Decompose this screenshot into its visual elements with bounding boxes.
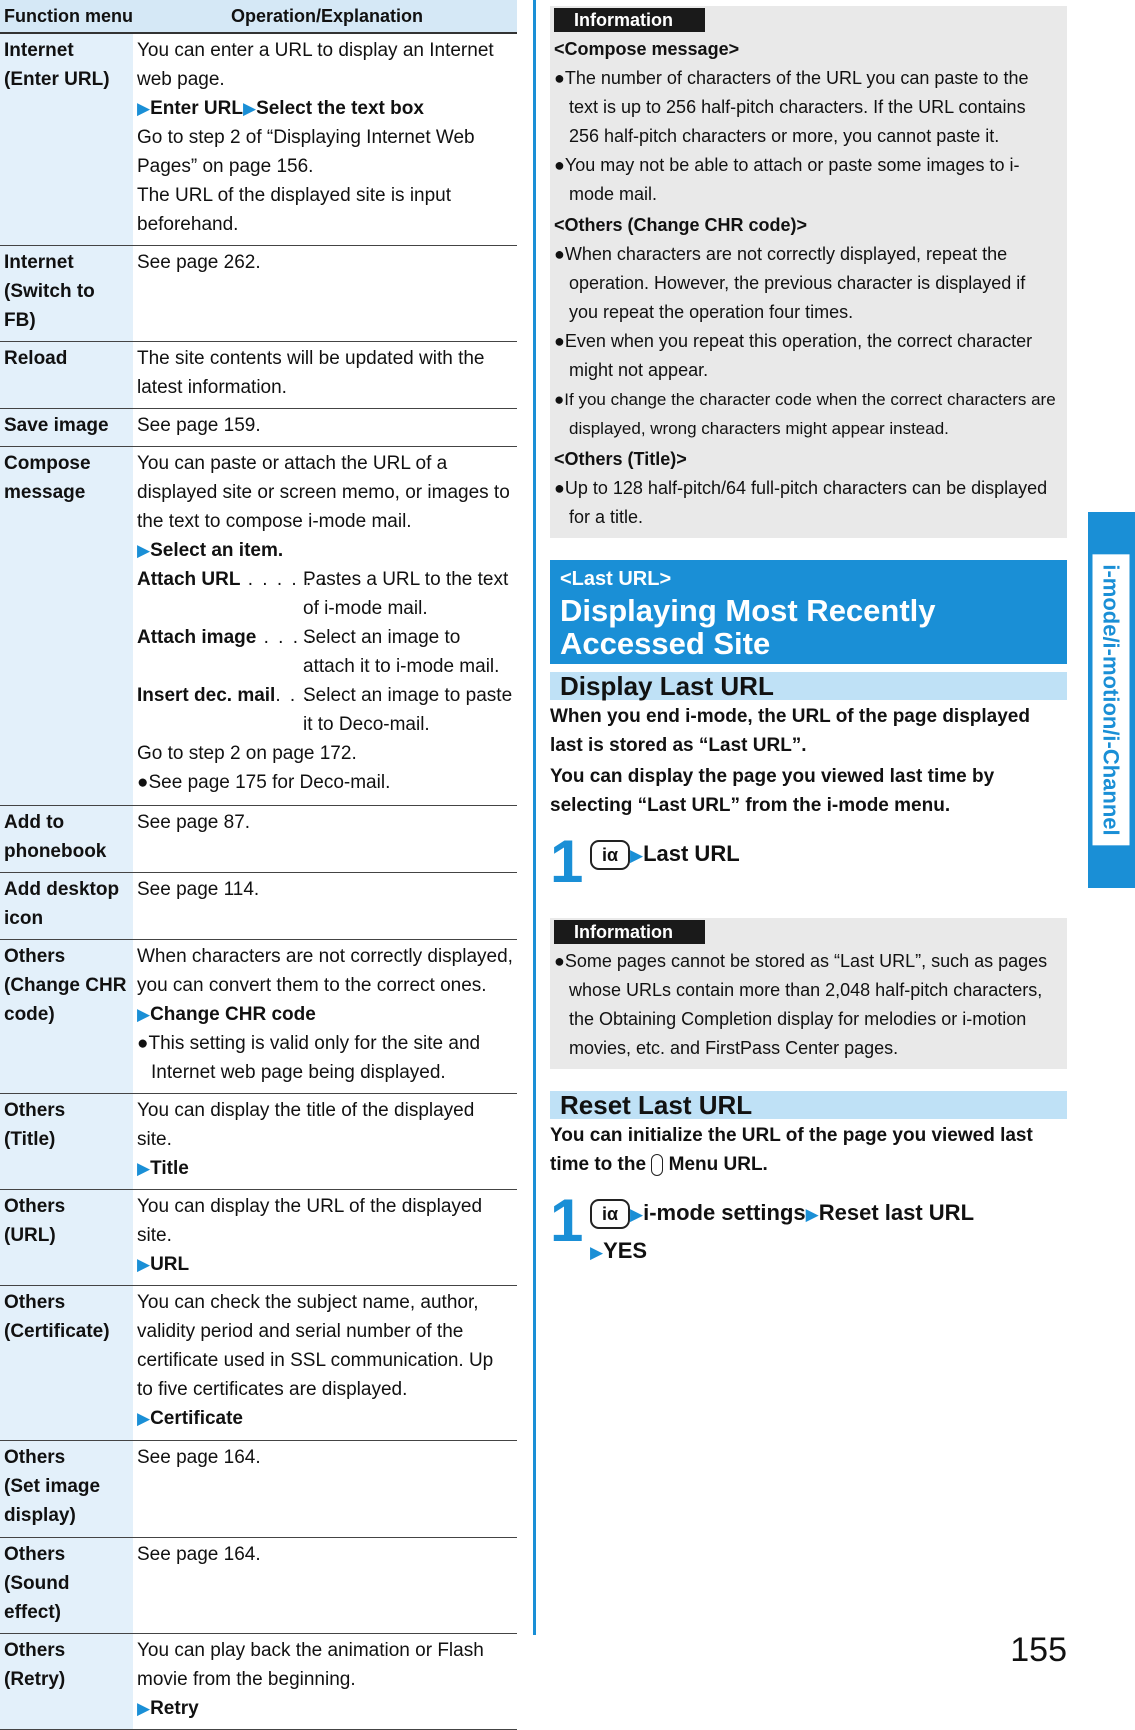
option-term [137,623,315,681]
explanation-text: The site contents will be updated with the latest information. [137,348,485,398]
function-name [0,1094,133,1190]
bullet-content: Even when you repeat this operation, the correct character might not appear. [564,331,1033,380]
right-column [550,0,1067,1271]
function-name-line: Others [4,946,66,967]
bullet-icon: ● [554,390,565,409]
information-tag: Information [554,920,705,944]
bullet-content: This setting is valid only for the site and Internet web page being displayed. [148,1033,481,1083]
bullet-icon: ● [554,68,565,88]
bullet-text [554,947,1059,1063]
explanation-text: See page 114. [137,879,260,900]
subheading-display-last-url: Display Last URL [550,672,1067,700]
option-desc: Pastes a URL to the text of i-mode mail. [303,569,509,619]
step-arrow-icon: ▶ [590,1243,604,1262]
function-explanation [133,1441,517,1538]
table-row [0,1634,517,1730]
step-text: Title [150,1158,189,1179]
function-explanation [133,409,517,447]
step-text: Last URL [643,841,740,866]
option-term-text: Attach image [137,627,257,648]
step-text: Enter URL [150,98,243,119]
function-name-line: (URL) [4,1225,56,1246]
function-name [0,342,133,409]
function-name [0,246,133,342]
table-row [0,940,517,1094]
step-arrow-icon: ▶ [137,1409,151,1428]
table-row [0,246,517,342]
operation-step [137,1694,513,1723]
explanation-text: The URL of the displayed site is input beforehand. [137,185,452,235]
function-name-line: (Title) [4,1129,56,1150]
function-name-line: Add to [4,812,65,833]
function-name-line: (Sound effect) [4,1573,70,1623]
function-name-line: phonebook [4,841,107,862]
bullet-text [137,1029,513,1087]
function-name [0,806,133,873]
step-text: Select an item. [150,540,284,561]
explanation-text: You can display the title of the displayed site. [137,1100,475,1150]
function-explanation [133,873,517,940]
function-explanation [133,940,517,1094]
bullet-icon: ● [137,1033,149,1054]
info-subheading: <Compose message> [554,39,740,59]
step-arrow-icon: ▶ [630,1205,644,1224]
section-tag: <Last URL> [560,568,672,590]
explanation-text: You can enter a URL to display an Internet web page. [137,40,494,90]
option-item [137,565,513,623]
function-menu-table [0,0,517,1730]
step-text: Reset last URL [818,1200,975,1225]
option-term [137,681,312,739]
function-explanation [133,447,517,806]
function-name [0,873,133,940]
operation-step [137,1250,513,1279]
imode-key-icon: iα [590,840,630,870]
option-desc: Select an image to paste it to Deco-mail. [303,685,513,735]
procedure-step [550,1187,1067,1271]
bullet-content: The number of characters of the URL you can paste to the text is up to 256 half-pitch characters. If the URL contains 256 half-pitch characters or more, you cannot paste it. [564,68,1029,146]
option-term-text: Insert dec. mail [137,685,276,706]
explanation-text: See page 159. [137,415,261,436]
explanation-text: When characters are not correctly displayed, you can convert them to the correct ones. [137,946,513,996]
menu-key-icon [651,1154,663,1176]
step-arrow-icon: ▶ [137,1005,151,1024]
header-operation: Operation/Explanation [133,0,517,33]
explanation-text: See page 87. [137,812,251,833]
function-name-line: Add desktop [4,879,120,900]
function-explanation [133,1094,517,1190]
function-name-line: (Switch to FB) [4,281,95,331]
bullet-icon: ● [554,951,565,971]
function-explanation [133,246,517,342]
bullet-icon: ● [137,772,149,793]
step-text: URL [150,1254,190,1275]
function-name [0,1538,133,1634]
function-name [0,1441,133,1538]
lead-text: When you end i-mode, the URL of the page displayed last is stored as “Last URL”. [550,706,1030,756]
bullet-text [554,474,1059,532]
leader-dots: . . . [275,685,312,706]
explanation-text: See page 164. [137,1544,261,1565]
step-text: Change CHR code [150,1004,316,1025]
step-number: 1 [550,828,584,895]
function-name [0,940,133,1094]
function-name-line: message [4,482,86,503]
function-name [0,1190,133,1286]
function-name [0,1634,133,1730]
bullet-icon: ● [554,155,565,175]
bullet-content: Up to 128 half-pitch/64 full-pitch characters can be displayed for a title. [564,478,1048,527]
option-term-text: Attach URL [137,569,241,590]
step-arrow-icon: ▶ [630,846,644,865]
bullet-content: Some pages cannot be stored as “Last URL”, such as pages whose URLs contain more than 2,048 half-pitch characters, the Obtaining Completion display for melodies or i-motion movies, etc. and FirstPass Center pages. [564,951,1048,1058]
bullet-text [554,64,1059,151]
bullet-text [137,768,513,797]
explanation-text: See page 164. [137,1447,261,1468]
function-name-line: Others [4,1100,66,1121]
step-arrow-icon: ▶ [137,1159,151,1178]
operation-step [137,1000,513,1029]
step-arrow-icon: ▶ [137,541,151,560]
bullet-text [554,240,1059,327]
information-box [550,6,1067,538]
bullet-content: If you change the character code when the correct characters are displayed, wrong characters might appear instead. [564,390,1056,438]
function-name [0,33,133,246]
leader-dots: . . . . . . [240,569,328,590]
function-name-line: Compose [4,453,91,474]
bullet-content: When characters are not correctly displayed, repeat the operation. However, the previous character is displayed if you repeat the operation four times. [564,244,1026,322]
function-name-line: Reload [4,348,68,369]
table-row [0,1286,517,1441]
table-row [0,806,517,873]
function-name-line: display) [4,1505,76,1526]
function-name-line: icon [4,908,44,929]
chapter-label: i-mode/i-motion/i-Channel [1093,554,1130,845]
operation-step [137,536,513,565]
function-name-line: (Retry) [4,1669,66,1690]
function-explanation [133,1538,517,1634]
operation-step [137,1404,513,1433]
explanation-text: You can play back the animation or Flash movie from the beginning. [137,1640,484,1690]
function-explanation [133,1286,517,1441]
explanation-text: You can check the subject name, author, validity period and serial number of the certificate used in SSL communication. Up to five certificates are displayed. [137,1292,494,1400]
section-title-line: Accessed Site [560,626,771,661]
table-row [0,33,517,246]
info-subheading: <Others (Change CHR code)> [554,215,808,235]
table-row [0,409,517,447]
function-name-line: Internet [4,252,74,273]
function-name [0,409,133,447]
function-name-line: Internet [4,40,74,61]
function-name-line: (Certificate) [4,1321,110,1342]
function-explanation [133,806,517,873]
step-arrow-icon: ▶ [137,1255,151,1274]
bullet-content: See page 175 for Deco-mail. [148,772,391,793]
function-name-line: Others [4,1640,66,1661]
table-row [0,447,517,806]
function-name [0,447,133,806]
information-box [550,918,1067,1069]
bullet-icon: ● [554,478,565,498]
function-name-line: Save image [4,415,109,436]
step-text: Select the text box [256,98,424,119]
function-explanation [133,1190,517,1286]
bullet-text [554,327,1059,385]
bullet-text [554,151,1059,209]
step-arrow-icon: ▶ [805,1205,819,1224]
operation-step [137,94,513,123]
explanation-text: See page 262. [137,252,261,273]
function-name-line: (Enter URL) [4,69,110,90]
table-row [0,1538,517,1634]
function-name-line: Others [4,1196,66,1217]
step-text: Retry [150,1698,199,1719]
lead-text: You can display the page you viewed last time by selecting “Last URL” from the i-mode menu. [550,766,995,816]
function-explanation [133,1634,517,1730]
column-divider [533,0,536,1635]
step-arrow-icon: ▶ [137,99,151,118]
lead-text [550,1121,1067,1179]
section-title-line: Displaying Most Recently [560,593,936,628]
function-name-line: code) [4,1004,55,1025]
bullet-text [554,385,1059,443]
table-row [0,1441,517,1538]
option-term [137,565,328,623]
bullet-icon: ● [554,331,565,351]
step-number: 1 [550,1187,584,1254]
step-arrow-icon: ▶ [242,99,257,118]
step-body [590,1193,974,1271]
step-text: Certificate [150,1408,243,1429]
option-desc: Select an image to attach it to i-mode mail. [303,627,500,677]
step-text: i-mode settings [643,1200,806,1225]
function-name-line: Others [4,1544,66,1565]
explanation-text: You can paste or attach the URL of a displayed site or screen memo, or images to the text to compose i-mode mail. [137,453,510,532]
explanation-text: You can display the URL of the displayed site. [137,1196,483,1246]
imode-key-icon: iα [590,1199,630,1229]
function-name [0,1286,133,1441]
operation-step [137,1154,513,1183]
table-row [0,1094,517,1190]
function-name-line: Others [4,1447,66,1468]
step-arrow-icon: ▶ [137,1699,151,1718]
table-row [0,1190,517,1286]
information-tag: Information [554,8,705,32]
page-number: 155 [1010,1631,1067,1669]
step-text: YES [603,1238,648,1263]
bullet-content: You may not be able to attach or paste some images to i-mode mail. [564,155,1020,204]
table-row [0,873,517,940]
option-item [137,623,513,681]
step-body [590,834,740,874]
lead-text-part: Menu URL. [668,1154,768,1175]
leader-dots: . . . . [256,627,315,648]
subheading-reset-last-url: Reset Last URL [550,1091,1067,1119]
section-heading [550,560,1067,664]
header-function-menu: Function menu [0,0,133,33]
function-name-line: Others [4,1292,66,1313]
function-explanation [133,33,517,246]
function-name-line: (Change CHR [4,975,127,996]
option-item [137,681,513,739]
table-row [0,342,517,409]
info-subheading: <Others (Title)> [554,449,687,469]
lead-text-part: You can initialize the URL of the page you viewed last time to the [550,1125,1033,1175]
explanation-text: Go to step 2 on page 172. [137,743,357,764]
bullet-icon: ● [554,244,565,264]
procedure-step [550,828,1067,910]
function-name-line: (Set image [4,1476,101,1497]
table-header-row [0,0,517,33]
function-explanation [133,342,517,409]
explanation-text: Go to step 2 of “Displaying Internet Web Pages” on page 156. [137,127,475,177]
